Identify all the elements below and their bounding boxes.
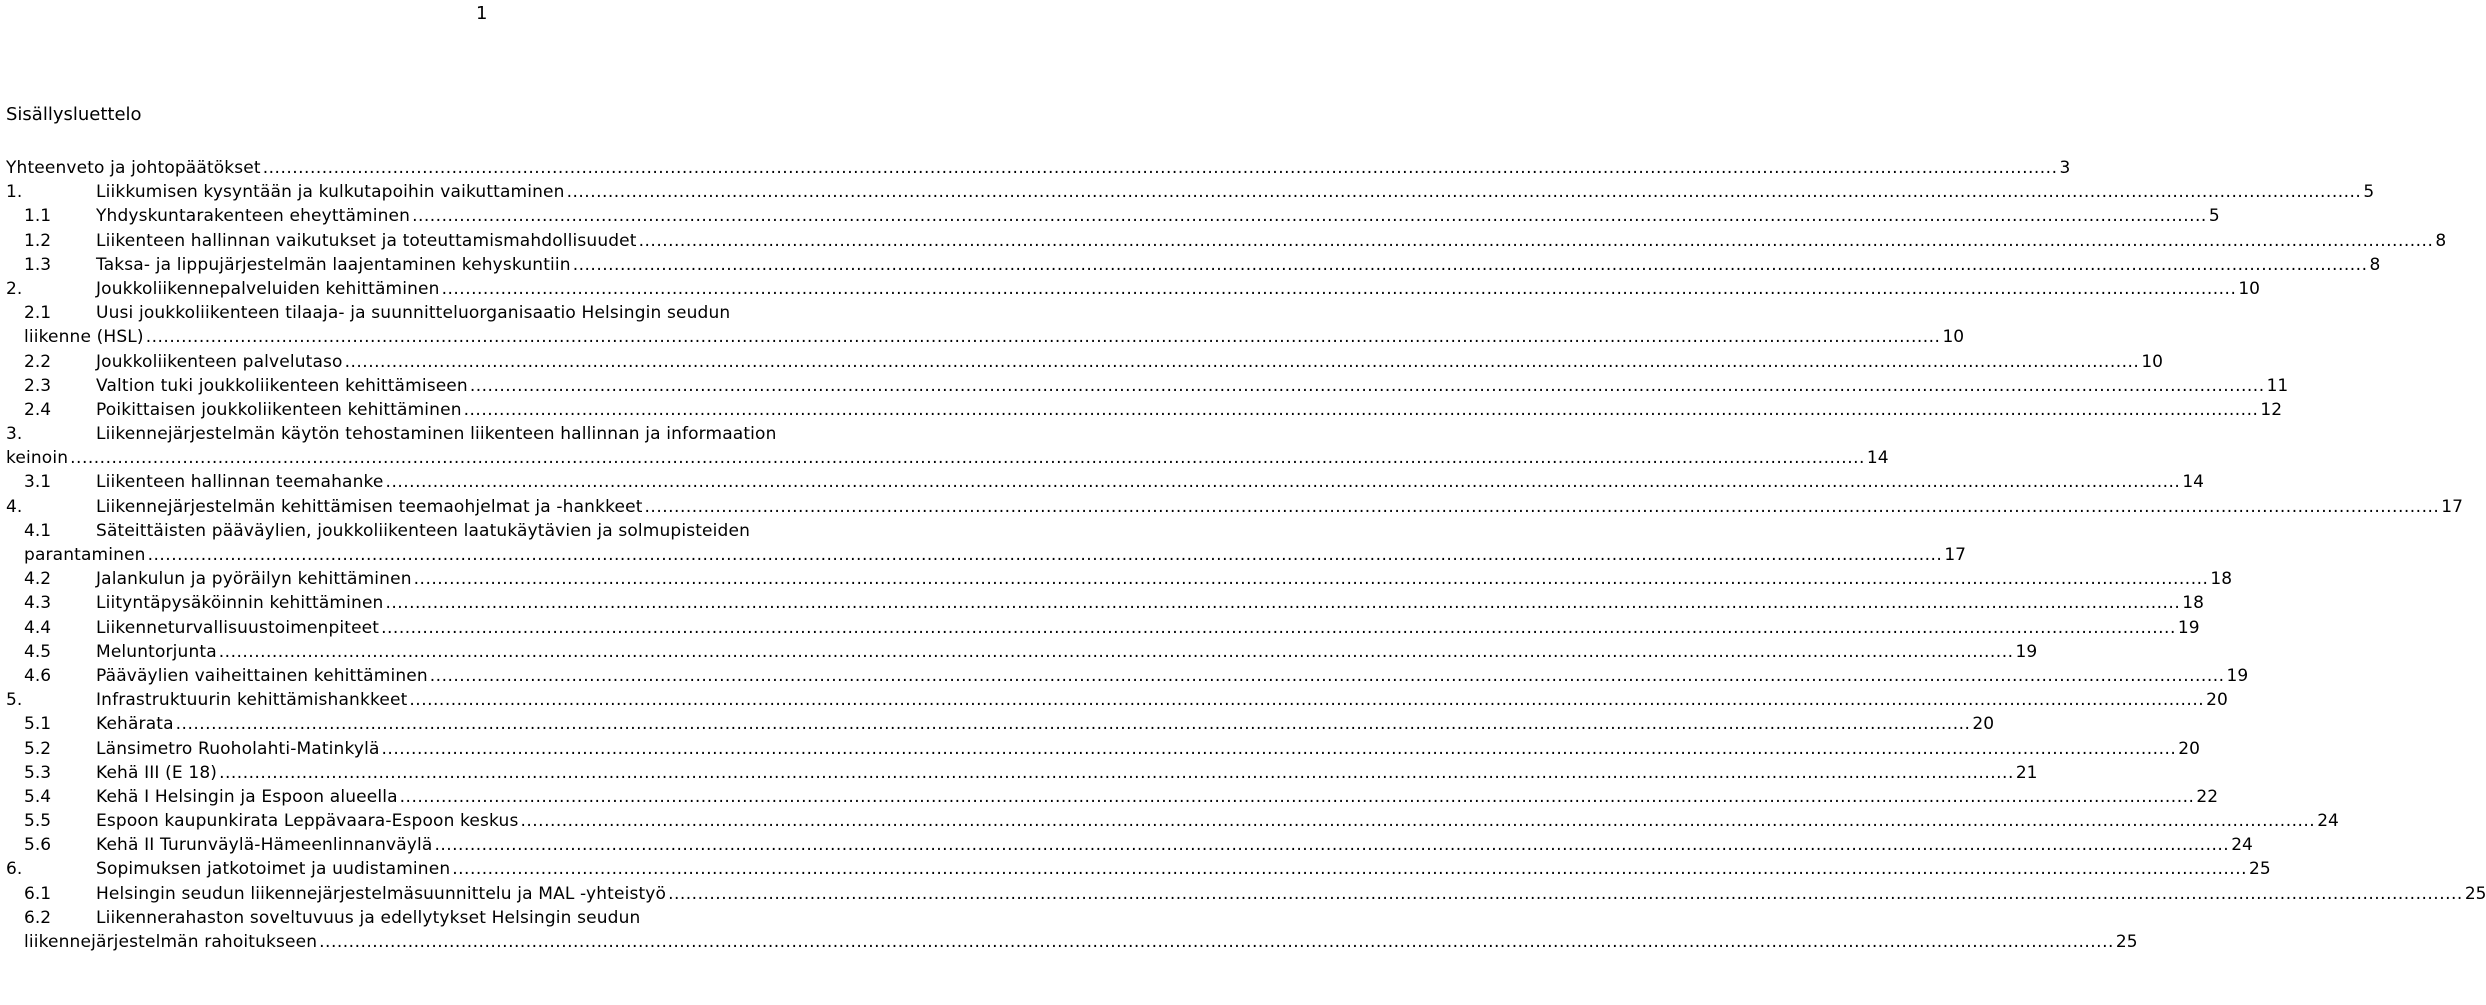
toc-entry-page: 5 bbox=[2208, 206, 2220, 227]
dot-leader bbox=[385, 591, 2180, 615]
toc-entry-title: Liikenteen hallinnan vaikutukset ja toteuttamismahdollisuudet bbox=[96, 230, 637, 251]
toc-entry[interactable] bbox=[6, 350, 2163, 374]
dot-leader bbox=[400, 785, 2195, 809]
toc-entry[interactable] bbox=[6, 809, 2339, 833]
toc-entry[interactable] bbox=[6, 180, 2375, 204]
toc-entry-title: Liikenneturvallisuustoimenpiteet bbox=[96, 617, 380, 638]
toc-entry[interactable] bbox=[6, 422, 1889, 470]
toc-entry-page: 12 bbox=[2260, 399, 2283, 420]
dot-leader bbox=[573, 253, 2368, 277]
toc-entry-number: 4.3 bbox=[24, 593, 52, 614]
toc-entry[interactable] bbox=[6, 664, 2249, 688]
toc-entry[interactable] bbox=[6, 857, 2271, 881]
toc-entry[interactable] bbox=[6, 470, 2204, 494]
toc-entry-title: Liityntäpysäköinnin kehittäminen bbox=[96, 593, 384, 614]
toc-entry[interactable] bbox=[6, 737, 2200, 761]
toc-entry-title: Espoon kaupunkirata Leppävaara-Espoon keskus bbox=[96, 811, 519, 832]
dot-leader bbox=[146, 325, 1941, 349]
dot-leader bbox=[148, 543, 1943, 567]
toc-entry-title: Infrastruktuurin kehittämishankkeet bbox=[96, 690, 408, 711]
toc-entry-title-continued: keinoin bbox=[6, 448, 69, 469]
toc-entry[interactable] bbox=[6, 591, 2204, 615]
toc-entry-number: 1.2 bbox=[24, 230, 52, 251]
toc-entry-page: 18 bbox=[2182, 593, 2204, 614]
toc-entry[interactable] bbox=[6, 229, 2447, 253]
toc-entry-page: 8 bbox=[2435, 230, 2447, 251]
toc-entry[interactable] bbox=[6, 398, 2283, 422]
toc-entry-title: Säteittäisten pääväylien, joukkoliikenteen laatukäytävien ja solmupisteiden bbox=[96, 520, 751, 541]
toc-entry-page: 14 bbox=[1866, 448, 1889, 469]
toc-entry-page: 18 bbox=[2210, 569, 2233, 590]
toc-entry[interactable] bbox=[6, 567, 2233, 591]
toc-entry-title: Valtion tuki joukkoliikenteen kehittämiseen bbox=[96, 375, 468, 396]
toc-entry-title-continued: liikenne (HSL) bbox=[24, 327, 144, 348]
toc-entry[interactable] bbox=[6, 495, 2463, 519]
toc-entry-number: 2.3 bbox=[24, 375, 52, 396]
toc-entry[interactable] bbox=[6, 156, 2071, 180]
toc-entry-page: 20 bbox=[2206, 690, 2228, 711]
dot-leader bbox=[645, 495, 2440, 519]
toc-entry-page: 20 bbox=[1972, 714, 1995, 735]
toc-entry-number: 2.1 bbox=[24, 303, 52, 324]
toc-entry-number: 5.3 bbox=[24, 762, 52, 783]
toc-entry-title: Kehä III (E 18) bbox=[96, 762, 218, 783]
dot-leader bbox=[464, 398, 2259, 422]
dot-leader bbox=[263, 156, 2058, 180]
dot-leader bbox=[567, 180, 2362, 204]
toc-entry-number: 1. bbox=[6, 182, 23, 203]
toc-entry-number: 4.5 bbox=[24, 641, 52, 662]
toc-entry-page: 10 bbox=[2141, 351, 2163, 372]
dot-leader bbox=[386, 470, 2181, 494]
toc-entry[interactable] bbox=[6, 882, 2486, 906]
toc-entry-page: 10 bbox=[1942, 327, 1965, 348]
dot-leader bbox=[219, 640, 2014, 664]
toc-entry[interactable] bbox=[6, 616, 2200, 640]
table-of-contents bbox=[6, 156, 2486, 954]
dot-leader bbox=[430, 664, 2225, 688]
toc-entry-number: 5. bbox=[6, 690, 23, 711]
toc-entry-page: 24 bbox=[2231, 835, 2253, 856]
toc-entry-number: 4.6 bbox=[24, 665, 52, 686]
dot-leader bbox=[639, 229, 2434, 253]
toc-entry-page: 17 bbox=[2441, 496, 2463, 517]
toc-entry-page: 5 bbox=[2363, 182, 2375, 203]
toc-entry-title: Kehärata bbox=[96, 714, 174, 735]
toc-entry-page: 21 bbox=[2015, 762, 2038, 783]
toc-entry-page: 19 bbox=[2226, 665, 2249, 686]
toc-entry-page: 14 bbox=[2182, 472, 2204, 493]
toc-entry[interactable] bbox=[6, 253, 2381, 277]
toc-entry[interactable] bbox=[6, 785, 2219, 809]
toc-entry[interactable] bbox=[6, 277, 2260, 301]
toc-entry-title: Yhdyskuntarakenteen eheyttäminen bbox=[96, 206, 411, 227]
toc-entry-number: 4.1 bbox=[24, 520, 52, 541]
page-number: 1 bbox=[476, 3, 488, 24]
toc-entry-title: Helsingin seudun liikennejärjestelmäsuunnittelu ja MAL -yhteistyö bbox=[96, 883, 667, 904]
toc-entry-number: 1.3 bbox=[24, 254, 52, 275]
toc-entry-title: Yhteenveto ja johtopäätökset bbox=[6, 158, 261, 178]
toc-entry-page: 3 bbox=[2059, 158, 2071, 178]
toc-entry-title: Kehä I Helsingin ja Espoon alueella bbox=[96, 786, 398, 807]
toc-entry-title: Liikenteen hallinnan teemahanke bbox=[96, 472, 384, 493]
toc-entry-number: 5.2 bbox=[24, 738, 52, 759]
toc-entry-title: Liikennejärjestelmän kehittämisen teemaohjelmat ja -hankkeet bbox=[96, 496, 643, 517]
toc-entry-number: 6. bbox=[6, 859, 23, 880]
toc-entry-page: 17 bbox=[1944, 545, 1966, 566]
toc-entry-number: 6.2 bbox=[24, 907, 52, 928]
toc-entry-title: Liikennerahaston soveltuvuus ja edellytykset Helsingin seudun bbox=[96, 907, 641, 928]
toc-entry-page: 8 bbox=[2369, 254, 2381, 275]
dot-leader bbox=[434, 833, 2229, 857]
toc-entry-page: 24 bbox=[2317, 811, 2339, 832]
toc-entry-title: Meluntorjunta bbox=[96, 641, 217, 662]
toc-entry-page: 10 bbox=[2238, 278, 2260, 299]
dot-leader bbox=[409, 688, 2204, 712]
toc-entry-title: Poikittaisen joukkoliikenteen kehittäminen bbox=[96, 399, 462, 420]
toc-entry-title: Joukkoliikenteen palvelutaso bbox=[96, 351, 343, 372]
dot-leader bbox=[381, 616, 2176, 640]
toc-entry[interactable] bbox=[6, 906, 2138, 954]
toc-entry-number: 5.5 bbox=[24, 811, 52, 832]
toc-entry[interactable] bbox=[6, 301, 1965, 349]
toc-entry-number: 4. bbox=[6, 496, 23, 517]
dot-leader bbox=[520, 809, 2315, 833]
dot-leader bbox=[319, 930, 2114, 954]
dot-leader bbox=[412, 204, 2207, 228]
toc-entry-number: 4.4 bbox=[24, 617, 52, 638]
toc-entry-title: Pääväylien vaiheittainen kehittäminen bbox=[96, 665, 428, 686]
dot-leader bbox=[442, 277, 2237, 301]
toc-entry-title: Liikkumisen kysyntään ja kulkutapoihin vaikuttaminen bbox=[96, 182, 565, 203]
toc-entry-page: 19 bbox=[2015, 641, 2038, 662]
toc-entry-number: 1.1 bbox=[24, 206, 52, 227]
dot-leader bbox=[219, 761, 2014, 785]
toc-entry-number: 5.6 bbox=[24, 835, 52, 856]
toc-entry-title: Jalankulun ja pyöräilyn kehittäminen bbox=[96, 569, 412, 590]
toc-entry-page: 25 bbox=[2249, 859, 2271, 880]
toc-entry-page: 25 bbox=[2464, 883, 2486, 904]
toc-entry-page: 25 bbox=[2115, 932, 2138, 953]
toc-entry-title: Joukkoliikennepalveluiden kehittäminen bbox=[96, 278, 440, 299]
dot-leader bbox=[414, 567, 2209, 591]
toc-entry-page: 19 bbox=[2177, 617, 2200, 638]
toc-entry[interactable] bbox=[6, 712, 1995, 736]
toc-entry-title: Uusi joukkoliikenteen tilaaja- ja suunnitteluorganisaatio Helsingin seudun bbox=[96, 303, 731, 324]
toc-entry-number: 4.2 bbox=[24, 569, 52, 590]
toc-entry-number: 2.4 bbox=[24, 399, 52, 420]
toc-entry-title: Länsimetro Ruoholahti-Matinkylä bbox=[96, 738, 380, 759]
toc-entry[interactable] bbox=[6, 519, 1966, 567]
toc-entry-number: 5.4 bbox=[24, 786, 52, 807]
toc-entry-page: 11 bbox=[2266, 375, 2289, 396]
dot-leader bbox=[176, 712, 1971, 736]
toc-entry[interactable] bbox=[6, 640, 2038, 664]
toc-entry-title: Sopimuksen jatkotoimet ja uudistaminen bbox=[96, 859, 451, 880]
toc-entry-page: 20 bbox=[2178, 738, 2200, 759]
toc-entry-title: Taksa- ja lippujärjestelmän laajentaminen kehyskuntiin bbox=[96, 254, 571, 275]
toc-entry-title-continued: liikennejärjestelmän rahoitukseen bbox=[24, 932, 318, 953]
toc-entry-number: 6.1 bbox=[24, 883, 52, 904]
toc-entry[interactable] bbox=[6, 761, 2038, 785]
toc-entry[interactable] bbox=[6, 374, 2289, 398]
toc-entry-number: 3.1 bbox=[24, 472, 52, 493]
toc-entry-number: 3. bbox=[6, 424, 23, 445]
toc-entry-number: 2. bbox=[6, 278, 23, 299]
toc-entry-title: Kehä II Turunväylä-Hämeenlinnanväylä bbox=[96, 835, 433, 856]
toc-entry[interactable] bbox=[6, 204, 2220, 228]
toc-entry-page: 22 bbox=[2196, 786, 2219, 807]
dot-leader bbox=[452, 857, 2247, 881]
toc-entry-title: Liikennejärjestelmän käytön tehostaminen liikenteen hallinnan ja informaation bbox=[96, 424, 777, 445]
toc-entry-number: 2.2 bbox=[24, 351, 52, 372]
toc-heading: Sisällysluettelo bbox=[6, 104, 142, 125]
dot-leader bbox=[70, 446, 1865, 470]
toc-entry-number: 5.1 bbox=[24, 714, 52, 735]
dot-leader bbox=[382, 737, 2177, 761]
dot-leader bbox=[345, 350, 2140, 374]
toc-entry-title-continued: parantaminen bbox=[24, 545, 146, 566]
dot-leader bbox=[668, 882, 2463, 906]
toc-entry[interactable] bbox=[6, 688, 2228, 712]
toc-entry[interactable] bbox=[6, 833, 2253, 857]
dot-leader bbox=[470, 374, 2265, 398]
